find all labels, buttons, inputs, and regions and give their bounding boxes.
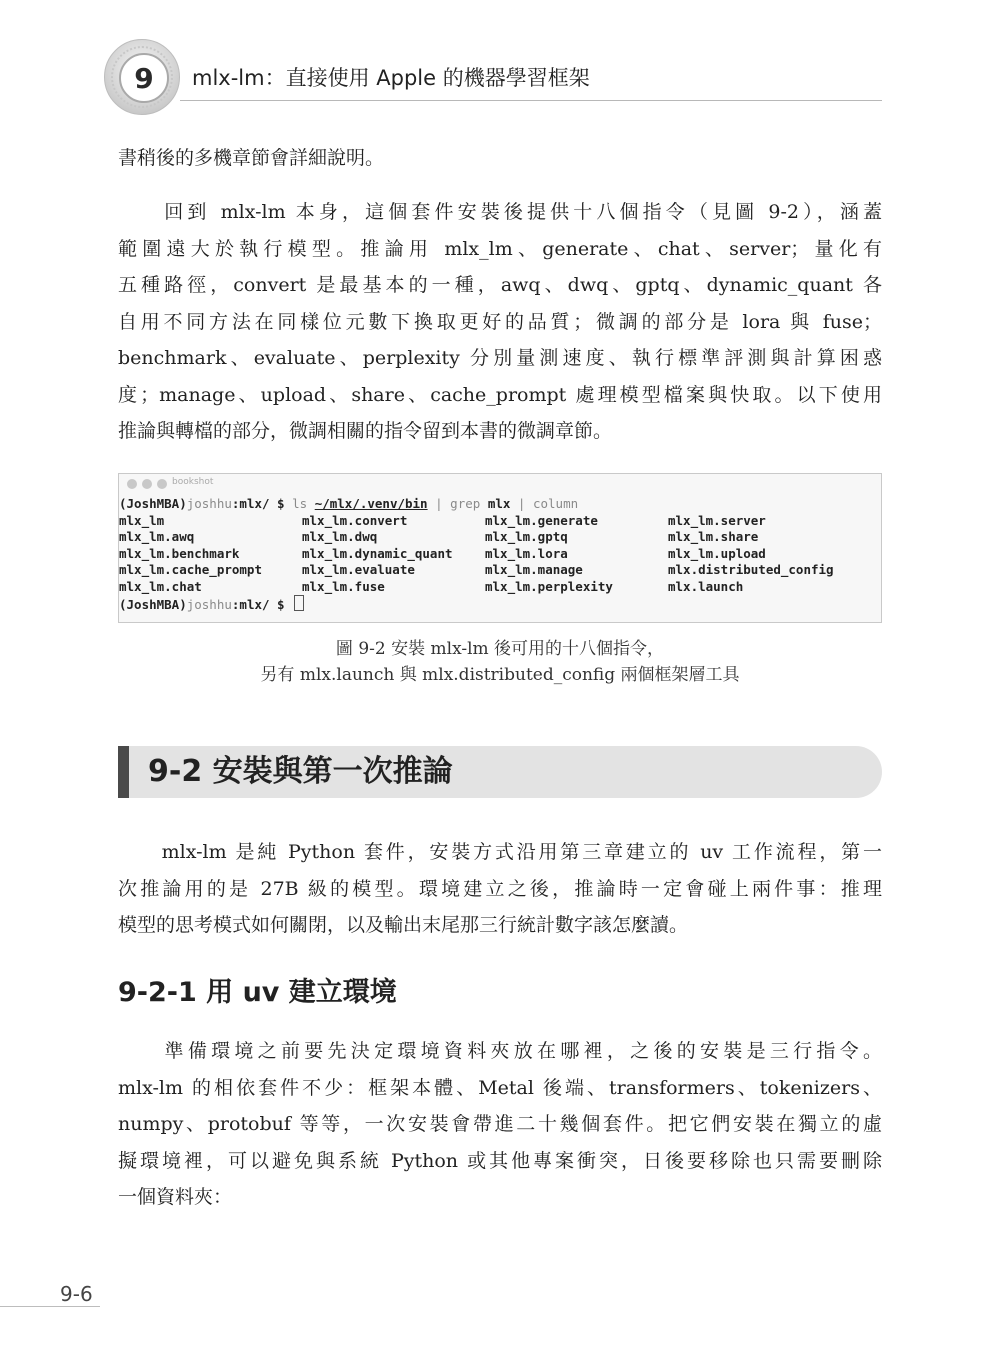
chapter-number: 9 [119, 53, 169, 103]
terminal-cell: mlx_lm.convert [302, 512, 408, 528]
terminal-figure [118, 473, 882, 623]
terminal-cell: mlx_lm.dwq [302, 529, 378, 544]
prompt-env: (JoshMBA) [119, 597, 187, 612]
terminal-command-line [119, 496, 881, 513]
paragraph-install-intro [118, 834, 882, 944]
terminal-cell: mlx_lm.share [668, 529, 759, 544]
terminal-cell: mlx_lm.perplexity [485, 578, 613, 594]
paragraph-line: 擬環境裡，可以避免與系統 Python 或其他專案衝突，日後要移除也只需要刪除 [118, 1149, 882, 1172]
paragraph-uv-environment [118, 1033, 882, 1216]
terminal-cell: mlx_lm.gptq [485, 529, 568, 544]
paragraph-commands-overview [118, 194, 882, 450]
paragraph-line: 五種路徑，convert 是最基本的一種，awq、dwq、gptq、dynamic_quant 各 [118, 274, 882, 296]
terminal-output-row [119, 579, 881, 596]
terminal-prompt-line [119, 595, 881, 612]
terminal-cell: mlx_lm.benchmark [119, 545, 240, 561]
paragraph-line: 範圍遠大於執行模型。推論用 mlx_lm、generate、chat、server；量化有 [118, 237, 882, 260]
command-pipe-column: | column [517, 496, 579, 511]
terminal-cell: mlx.launch [668, 578, 744, 594]
terminal-cell: mlx_lm.server [668, 512, 766, 528]
paragraph-line: 一個資料夾： [118, 1186, 233, 1208]
window-zoom-dot-icon [157, 479, 167, 489]
paragraph-line: 準備環境之前要先決定環境資料夾放在哪裡，之後的安裝是三行指令。 [118, 1040, 882, 1062]
section-heading [118, 746, 882, 798]
terminal-cell: mlx_lm.dynamic_quant [302, 545, 453, 561]
window-close-dot-icon [127, 479, 137, 489]
header-divider [180, 100, 882, 101]
subsection-title: 9-2-1 用 uv 建立環境 [118, 977, 397, 1008]
terminal-output-row [119, 529, 881, 546]
terminal-cell: mlx_lm.cache_prompt [119, 562, 262, 577]
terminal-output-row [119, 562, 881, 579]
section-accent-bar [118, 746, 129, 798]
command-path: ~/mlx/.venv/bin [314, 496, 428, 511]
prompt-env: (JoshMBA) [119, 496, 187, 511]
terminal-cell: mlx.distributed_config [668, 562, 834, 577]
footer-divider [0, 1306, 100, 1307]
terminal-output-row [119, 513, 881, 530]
terminal-output-row [119, 546, 881, 563]
terminal-cell: mlx_lm.awq [119, 529, 195, 544]
prompt-path: :mlx/ $ [231, 496, 285, 511]
window-minimize-dot-icon [142, 479, 152, 489]
section-title: 9-2 安裝與第一次推論 [148, 754, 453, 789]
terminal-cell: mlx_lm.lora [485, 545, 568, 561]
terminal-cell: mlx_lm.manage [485, 562, 583, 577]
terminal-cell: mlx_lm.chat [119, 578, 202, 594]
terminal-output [119, 496, 881, 612]
figure-caption [118, 636, 882, 688]
terminal-cell: mlx_lm.upload [668, 545, 766, 561]
paragraph-line: mlx-lm 的相依套件不少：框架本體、Metal 後端、transformers、tokenizers、 [118, 1076, 882, 1099]
paragraph-line: 書稍後的多機章節會詳細說明。 [118, 147, 385, 169]
cursor-icon [294, 595, 304, 611]
figure-caption-line: 圖 9-2 安裝 mlx-lm 後可用的十八個指令， [335, 639, 665, 659]
command-grep-arg: mlx [487, 496, 511, 511]
paragraph-line: 回到 mlx-lm 本身，這個套件安裝後提供十八個指令（見圖 9-2），涵蓋 [118, 201, 882, 223]
page-number: 9-6 [60, 1282, 93, 1306]
figure-caption-line: 另有 mlx.launch 與 mlx.distributed_config 兩個框架層工具 [260, 665, 740, 685]
chapter-badge [104, 39, 180, 115]
paragraph-continuation [118, 140, 882, 177]
command-pipe-grep: | grep [435, 496, 481, 511]
command-ls: ls [292, 496, 308, 511]
prompt-user: joshhu [186, 496, 232, 511]
paragraph-line: 推論與轉檔的部分，微調相關的指令留到本書的微調章節。 [118, 420, 613, 442]
prompt-user: joshhu [186, 597, 232, 612]
terminal-title-bar [119, 474, 881, 494]
paragraph-line: numpy、protobuf 等等，一次安裝會帶進二十幾個套件。把它們安裝在獨立的虛 [118, 1113, 882, 1135]
paragraph-line: mlx-lm 是純 Python 套件，安裝方式沿用第三章建立的 uv 工作流程，第一 [118, 841, 882, 863]
paragraph-line: 模型的思考模式如何關閉，以及輸出末尾那三行統計數字該怎麼讀。 [118, 914, 689, 936]
chapter-title: mlx-lm：直接使用 Apple 的機器學習框架 [192, 66, 590, 90]
terminal-window-title: bookshot [172, 477, 214, 487]
terminal-cell: mlx_lm.evaluate [302, 562, 415, 577]
paragraph-line: 次推論用的是 27B 級的模型。環境建立之後，推論時一定會碰上兩件事：推理 [118, 877, 882, 900]
paragraph-line: 度；manage、upload、share、cache_prompt 處理模型檔案與快取。以下使用 [118, 383, 882, 406]
terminal-cell: mlx_lm.generate [485, 512, 598, 528]
prompt-path: :mlx/ $ [231, 597, 285, 612]
terminal-cell: mlx_lm.fuse [302, 578, 385, 594]
paragraph-line: 自用不同方法在同樣位元數下換取更好的品質；微調的部分是 lora 與 fuse； [118, 310, 882, 333]
terminal-cell: mlx_lm [119, 512, 165, 528]
paragraph-line: benchmark、evaluate、perplexity 分別量測速度、執行標準評測與計算困惑 [118, 347, 882, 369]
